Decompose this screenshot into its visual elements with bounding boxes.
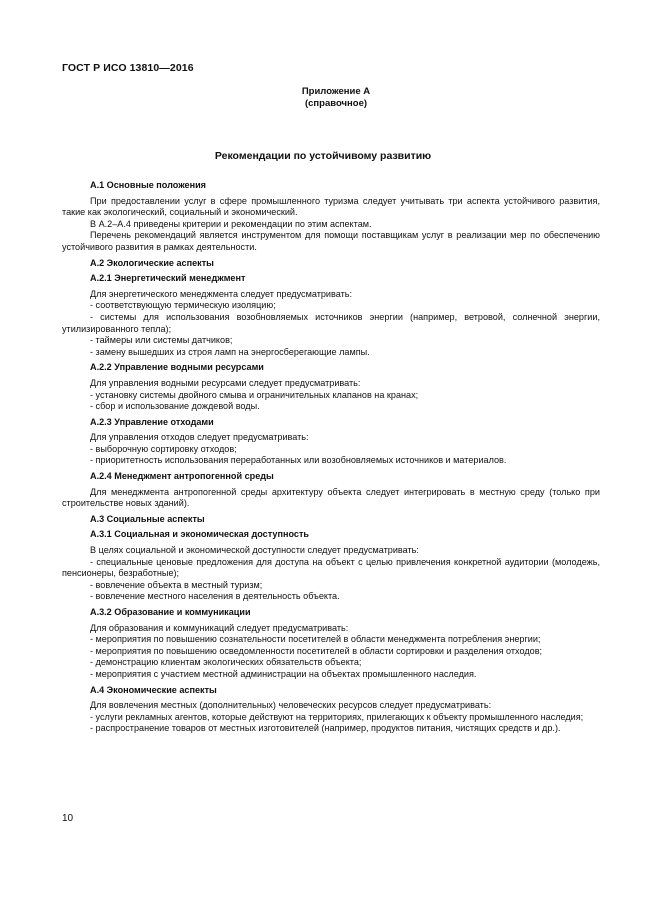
list-item: - установку системы двойного смыва и ограничительных клапанов на кранах; xyxy=(90,389,419,400)
list-item: - соответствующую термическую изоляцию; xyxy=(90,300,276,311)
document-code: ГОСТ Р ИСО 13810—2016 xyxy=(62,62,194,74)
section-heading-a3: А.3 Социальные аспекты xyxy=(90,513,205,524)
list-item: - демонстрацию клиентам экологических обязательств объекта; xyxy=(90,657,362,668)
paragraph: В целях социальной и экономической доступности следует предусматривать: xyxy=(90,545,419,556)
paragraph: Для вовлечения местных (дополнительных) человеческих ресурсов следует предусматривать: xyxy=(90,700,492,711)
page-number: 10 xyxy=(62,813,74,824)
list-item: - сбор и использование дождевой воды. xyxy=(90,401,260,412)
section-heading-a2-2: А.2.2 Управление водными ресурсами xyxy=(90,362,264,373)
section-heading-a2-4: А.2.4 Менеджмент антропогенной среды xyxy=(90,471,274,482)
list-item: - вовлечение местного населения в деятельность объекта. xyxy=(90,591,340,602)
list-item: - услуги рекламных агентов, которые действуют на территориях, прилегающих к объекту промышленного наследия; xyxy=(90,711,584,722)
list-item: - распространение товаров от местных изготовителей (например, продуктов питания, чистящих средств и др.). xyxy=(90,723,561,734)
page-title: Рекомендации по устойчивому развитию xyxy=(214,150,432,162)
list-item: - выборочную сортировку отходов; xyxy=(90,443,237,454)
list-item: - специальные ценовые предложения для доступа на объект с целью привлечения конкретной аудитории (молодежь, пенсионеры, безработные); xyxy=(62,556,600,579)
section-heading-a3-1: А.3.1 Социальная и экономическая доступность xyxy=(90,529,309,540)
list-item: - замену вышедших из строя ламп на энергосберегающие лампы. xyxy=(90,346,370,357)
paragraph: В А.2–А.4 приведены критерии и рекомендации по этим аспектам. xyxy=(90,218,372,229)
section-heading-a2-3: А.2.3 Управление отходами xyxy=(90,416,214,427)
list-item: - мероприятия по повышению сознательности посетителей в области менеджмента потребления энергии; xyxy=(90,634,541,645)
list-item: - мероприятия с участием местной администрации на объектах промышленного наследия. xyxy=(90,668,477,679)
paragraph: Для образования и коммуникаций следует предусматривать: xyxy=(90,622,349,633)
paragraph: Для энергетического менеджмента следует предусматривать: xyxy=(90,288,353,299)
annex-type: (справочное) xyxy=(304,98,368,109)
section-heading-a4: А.4 Экономические аспекты xyxy=(90,684,217,695)
document-body xyxy=(62,180,600,735)
section-heading-a2-1: А.2.1 Энергетический менеджмент xyxy=(90,273,246,284)
paragraph: При предоставлении услуг в сфере промышленного туризма следует учитывать три аспекта устойчивого развития, такие как экологический, социальный и экономический. xyxy=(62,195,600,218)
section-heading-a1: А.1 Основные положения xyxy=(90,180,206,190)
section-heading-a2: А.2 Экологические аспекты xyxy=(90,257,214,268)
list-item: - таймеры или системы датчиков; xyxy=(90,335,233,346)
list-item: - системы для использования возобновляемых источников энергии (например, ветровой, солнечной энергии, утилизированного тепла); xyxy=(62,311,600,334)
list-item: - приоритетность использования переработанных или возобновляемых источников и материалов. xyxy=(90,455,507,466)
paragraph: Для менеджмента антропогенной среды архитектуру объекта следует интегрировать в местную среду (только при строительстве новых зданий). xyxy=(62,486,600,509)
paragraph: Для управления водными ресурсами следует предусматривать: xyxy=(90,377,361,388)
annex-title: Приложение А xyxy=(301,86,371,97)
list-item: - вовлечение объекта в местный туризм; xyxy=(90,579,263,590)
list-item: - мероприятия по повышению осведомленности посетителей в области сортировки и разделения отходов; xyxy=(90,645,543,656)
section-heading-a3-2: А.3.2 Образование и коммуникации xyxy=(90,607,251,617)
paragraph: Для управления отходов следует предусматривать: xyxy=(90,432,309,443)
paragraph: Перечень рекомендаций является инструментом для помощи поставщикам услуг в реализации мер по обеспечению устойчивого развития в рамках деятельности. xyxy=(62,230,600,252)
